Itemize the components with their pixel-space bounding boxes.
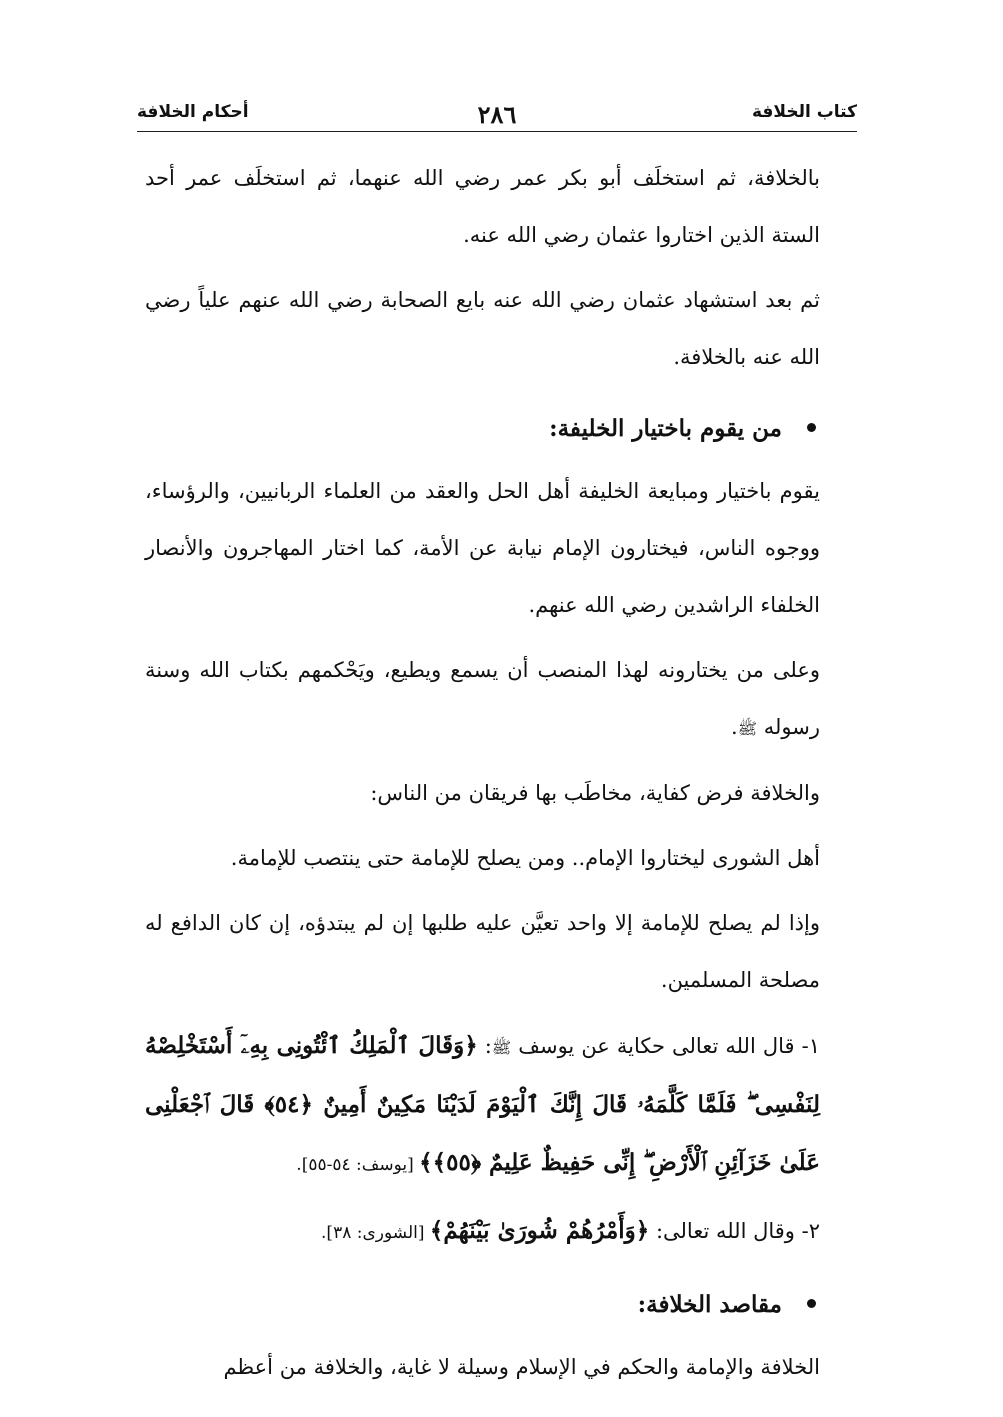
verse-reference: [يوسف: ٥٤-٥٥]. bbox=[296, 1155, 420, 1175]
paragraph-4 bbox=[145, 642, 820, 757]
item-2-number: ٢- bbox=[794, 1219, 820, 1243]
verse-reference: [الشورى: ٣٨]. bbox=[321, 1223, 430, 1243]
book-title: كتاب الخلافة bbox=[751, 102, 857, 122]
quran-verse-yusuf: ﴿وَقَالَ ٱلْمَلِكُ ٱئْتُونِى بِهِۦٓ أَسْتَخْلِصْهُ لِنَفْسِى ۖ فَلَمَّا كَلَّمَهُۥ قَالَ إِنَّكَ ٱلْيَوْمَ لَدَيْنَا مَكِينٌ أَمِينٌ ﴿٥٤﴾ قَالَ ٱجْعَلْنِى عَلَىٰ خَزَآئِنِ ٱلْأَرْضِ ۖ إِنِّى حَفِيظٌ عَلِيمٌ ﴿٥٥﴾﴾ bbox=[145, 1032, 820, 1176]
running-header bbox=[137, 100, 857, 128]
quran-verse-shura: ﴿وَأَمْرُهُمْ شُورَىٰ بَيْنَهُمْ﴾ bbox=[429, 1217, 650, 1244]
numbered-item-2 bbox=[145, 1202, 820, 1262]
item-1-number: ١- bbox=[794, 1034, 820, 1058]
section-heading-objectives bbox=[145, 1276, 820, 1333]
paragraph-6: أهل الشورى ليختاروا الإمام.. ومن يصلح للإمامة حتى ينتصب للإمامة. bbox=[230, 846, 820, 870]
paragraph-3: يقوم باختيار ومبايعة الخليفة أهل الحل والعقد من العلماء الربانيين، والرؤساء، ووجوه الناس، فيختارون الإمام نيابة عن الأمة، كما اختار المهاجرون والأنصار الخلفاء الراشدين رضي الله عنهم. bbox=[145, 479, 820, 617]
page-body bbox=[145, 150, 820, 1396]
numbered-item-1 bbox=[145, 1017, 820, 1194]
bullet-icon bbox=[807, 423, 816, 432]
item-2-intro: وقال الله تعالى: bbox=[649, 1219, 795, 1243]
section-heading-choosing-caliph bbox=[145, 400, 820, 457]
paragraph-2: ثم بعد استشهاد عثمان رضي الله عنه بايع الصحابة رضي الله عنهم علياً رضي الله عنه بالخلافة. bbox=[145, 288, 820, 369]
bullet-icon bbox=[807, 1299, 816, 1308]
heading-text: من يقوم باختيار الخليفة: bbox=[549, 415, 782, 442]
chapter-title: أحكام الخلافة bbox=[137, 102, 249, 122]
item-1-intro: قال الله تعالى حكاية عن يوسف bbox=[518, 1034, 795, 1058]
paragraph-8: الخلافة والإمامة والحكم في الإسلام وسيلة لا غاية، والخلافة من أعظم bbox=[223, 1355, 820, 1379]
paragraph-4-end: . bbox=[731, 715, 738, 739]
paragraph-5: والخلافة فرض كفاية، مخاطَب بها فريقان من الناس: bbox=[370, 781, 820, 805]
paragraph-4-text: وعلى من يختارونه لهذا المنصب أن يسمع ويطيع، ويَحْكمهم بكتاب الله وسنة رسوله bbox=[145, 658, 820, 739]
page-number: ٢٨٦ bbox=[477, 100, 517, 129]
header-rule bbox=[137, 131, 857, 132]
heading-text: مقاصد الخلافة: bbox=[637, 1291, 782, 1318]
item-1-colon: : bbox=[477, 1034, 492, 1058]
salla-ligature: ﷺ bbox=[491, 1038, 512, 1057]
paragraph-7: وإذا لم يصلح للإمامة إلا واحد تعيَّن عليه طلبها إن لم يبتدؤه، إن كان الدافع له مصلحة المسلمين. bbox=[145, 911, 820, 992]
paragraph-1: بالخلافة، ثم استخلَف أبو بكر عمر رضي الله عنهما، ثم استخلَف عمر أحد الستة الذين اختاروا عثمان رضي الله عنه. bbox=[145, 166, 820, 247]
salla-ligature: ﷺ bbox=[737, 719, 758, 738]
